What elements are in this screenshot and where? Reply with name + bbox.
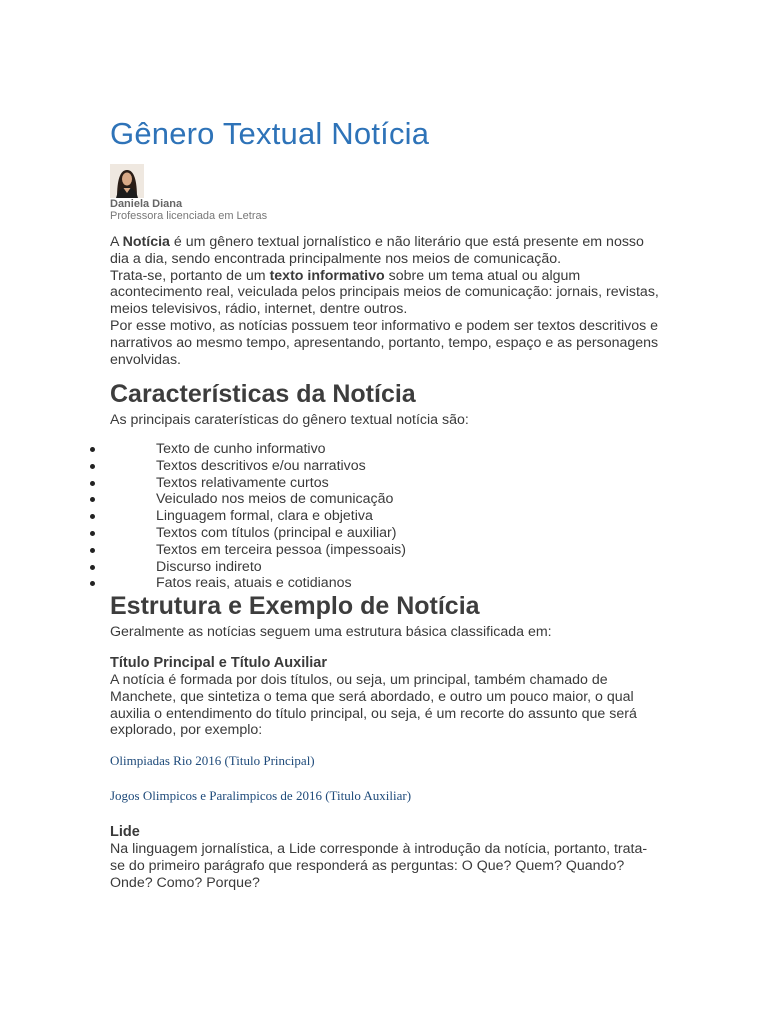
titles-paragraph: A notícia é formada por dois títulos, ou seja, um principal, também chamado de Manchete, que sintetiza o tema que será abordado, e outro um pouco maior, o qual auxilia o entendimento do título principal, ou seja, é um recorte do assunto que será explorado, por exemplo: [110, 672, 637, 739]
list-item-text: Textos com títulos (principal e auxiliar) [156, 524, 397, 541]
list-item-text: Texto de cunho informativo [156, 441, 326, 457]
bullet-icon [90, 514, 95, 519]
text-run: Trata-se, portanto de um [110, 267, 270, 284]
bullet-icon [90, 581, 95, 586]
bold-term: Notícia [122, 234, 170, 250]
list-item-text: Veiculado nos meios de comunicação [156, 491, 394, 508]
structure-lead: Geralmente as notícias seguem uma estrutura básica classificada em: [110, 624, 552, 640]
page-title: Gênero Textual Notícia [110, 116, 430, 151]
list-item-text: Textos descritivos e/ou narrativos [156, 457, 366, 474]
text-run: sobre um tema atual ou algum acontecimento real, veiculada pelos principais meios de comunicação: jornais, revistas, meios televisivos, rádio, internet, dentre outros. [110, 267, 659, 318]
characteristics-list [110, 441, 406, 592]
list-item [110, 508, 406, 525]
list-item [110, 475, 406, 492]
text-run: é um gênero textual jornalístico e não literário que está presente em nosso dia a dia, sendo encontrada principalmente nos meios de comunicação. [110, 234, 644, 267]
bullet-icon [90, 565, 95, 570]
author-name: Daniela Diana [110, 198, 183, 210]
bullet-icon [90, 531, 95, 536]
example-main-title: Olimpiadas Rio 2016 (Titulo Principal) [110, 753, 315, 768]
intro-paragraph-2 [110, 268, 662, 318]
subheading-titles: Título Principal e Título Auxiliar [110, 655, 327, 671]
list-item-text: Discurso indireto [156, 558, 262, 575]
text-run: A [110, 234, 123, 250]
intro-paragraph-3: Por esse motivo, as notícias possuem teor informativo e podem ser textos descritivos e narrativos ao mesmo tempo, apresentando, portanto, tempo, espaço e as personagens envolvidas. [110, 317, 659, 368]
example-aux-title: Jogos Olimpicos e Paralimpicos de 2016 (Titulo Auxiliar) [110, 788, 412, 803]
list-item [110, 525, 406, 542]
list-item [110, 542, 406, 559]
lide-paragraph: Na linguagem jornalística, a Lide corresponde à introdução da notícia, portanto, trata-se do primeiro parágrafo que responderá as perguntas: O Que? Quem? Quando? Onde? Como? Porque? [110, 841, 648, 891]
list-item [110, 458, 406, 475]
list-item [110, 559, 406, 576]
list-item [110, 491, 406, 508]
bullet-icon [90, 447, 95, 452]
list-item [110, 441, 406, 458]
list-item-text: Linguagem formal, clara e objetiva [156, 508, 373, 525]
section-heading-characteristics: Características da Notícia [110, 380, 416, 408]
author-role: Professora licenciada em Letras [110, 210, 268, 222]
bullet-icon [90, 497, 95, 502]
list-item [110, 575, 406, 592]
intro-text [110, 234, 662, 368]
list-item-text: Textos relativamente curtos [156, 474, 329, 491]
bullet-icon [90, 481, 95, 486]
section-heading-structure: Estrutura e Exemplo de Notícia [110, 592, 480, 620]
bullet-icon [90, 464, 95, 469]
subheading-lide: Lide [110, 824, 140, 840]
list-item-text: Textos em terceira pessoa (impessoais) [156, 541, 406, 558]
list-item-text: Fatos reais, atuais e cotidianos [156, 575, 352, 592]
author-avatar [110, 164, 144, 198]
characteristics-lead: As principais caraterísticas do gênero textual notícia são: [110, 412, 469, 428]
intro-paragraph-1 [110, 234, 662, 268]
bullet-icon [90, 548, 95, 553]
bold-term: texto informativo [269, 267, 385, 284]
